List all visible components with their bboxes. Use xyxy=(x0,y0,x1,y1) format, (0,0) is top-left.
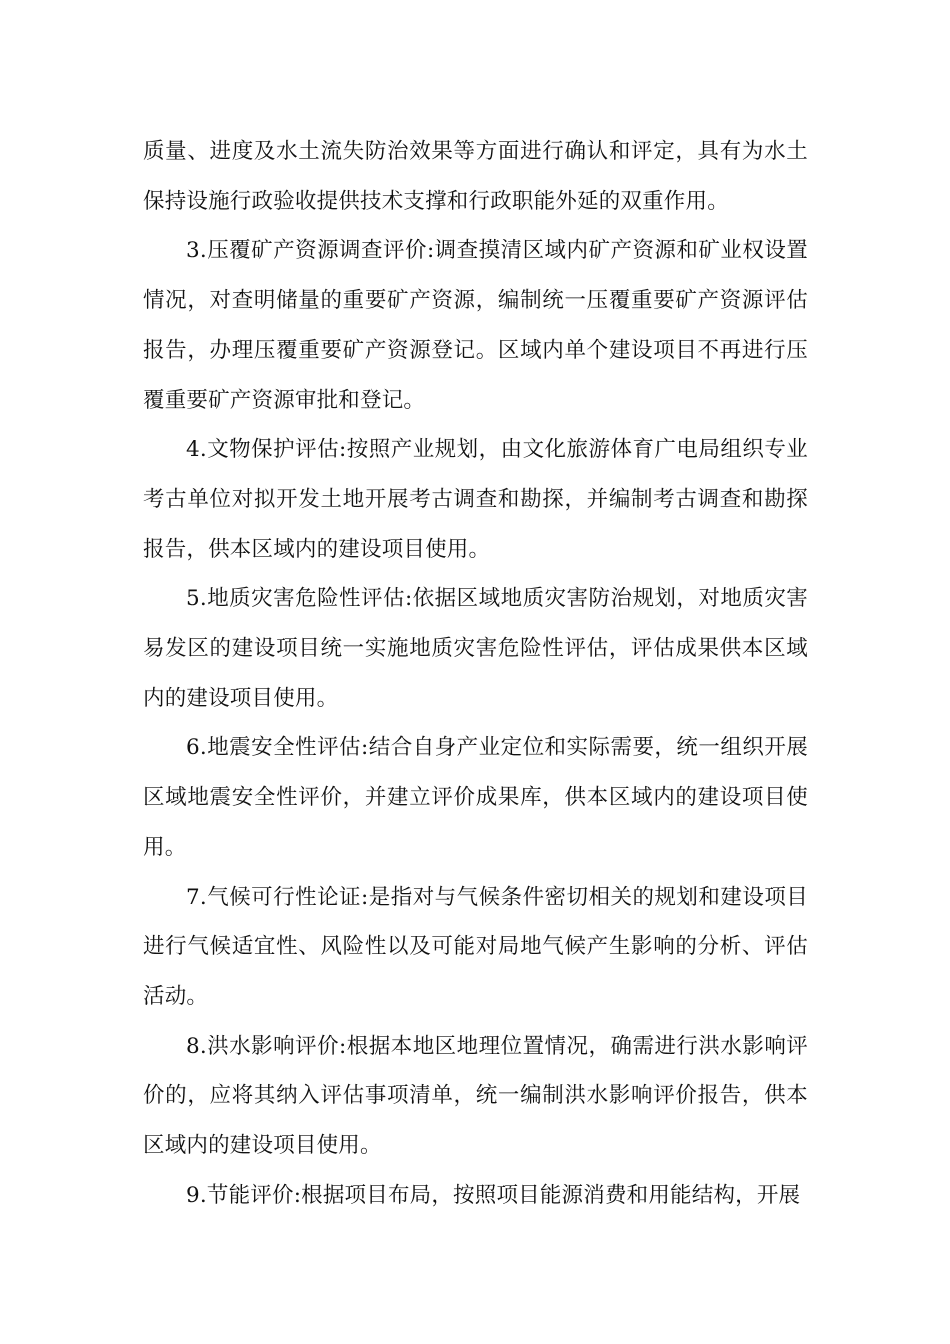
paragraph-6: 7.气候可行性论证:是指对与气候条件密切相关的规划和建设项目进行气候适宜性、风险性以及可能对局地气候产生影响的分析、评估活动。 xyxy=(143,884,808,1009)
paragraph-8: 9.节能评价:根据项目布局，按照项目能源消费和用能结构，开展 xyxy=(186,1182,801,1208)
document-page xyxy=(143,127,808,1220)
paragraph-4: 5.地质灾害危险性评估:依据区域地质灾害防治规划，对地质灾害易发区的建设项目统一实施地质灾害危险性评估，评估成果供本区域内的建设项目使用。 xyxy=(143,586,808,711)
paragraph-7: 8.洪水影响评价:根据本地区地理位置情况，确需进行洪水影响评价的，应将其纳入评估事项清单，统一编制洪水影响评价报告，供本区域内的建设项目使用。 xyxy=(143,1033,808,1159)
paragraph-3: 4.文物保护评估:按照产业规划，由文化旅游体育广电局组织专业考古单位对拟开发土地开展考古调查和勘探，并编制考古调查和勘探报告，供本区域内的建设项目使用。 xyxy=(143,437,808,562)
paragraph-5: 6.地震安全性评估:结合自身产业定位和实际需要，统一组织开展区域地震安全性评价，并建立评价成果库，供本区域内的建设项目使用。 xyxy=(143,735,808,860)
paragraph-2: 3.压覆矿产资源调查评价:调查摸清区域内矿产资源和矿业权设置情况，对查明储量的重要矿产资源，编制统一压覆重要矿产资源评估报告，办理压覆重要矿产资源登记。区域内单个建设项目不再进行压覆重要矿产资源审批和登记。 xyxy=(143,238,808,413)
paragraph-1: 质量、进度及水土流失防治效果等方面进行确认和评定，具有为水土保持设施行政验收提供技术支撑和行政职能外延的双重作用。 xyxy=(143,139,808,214)
